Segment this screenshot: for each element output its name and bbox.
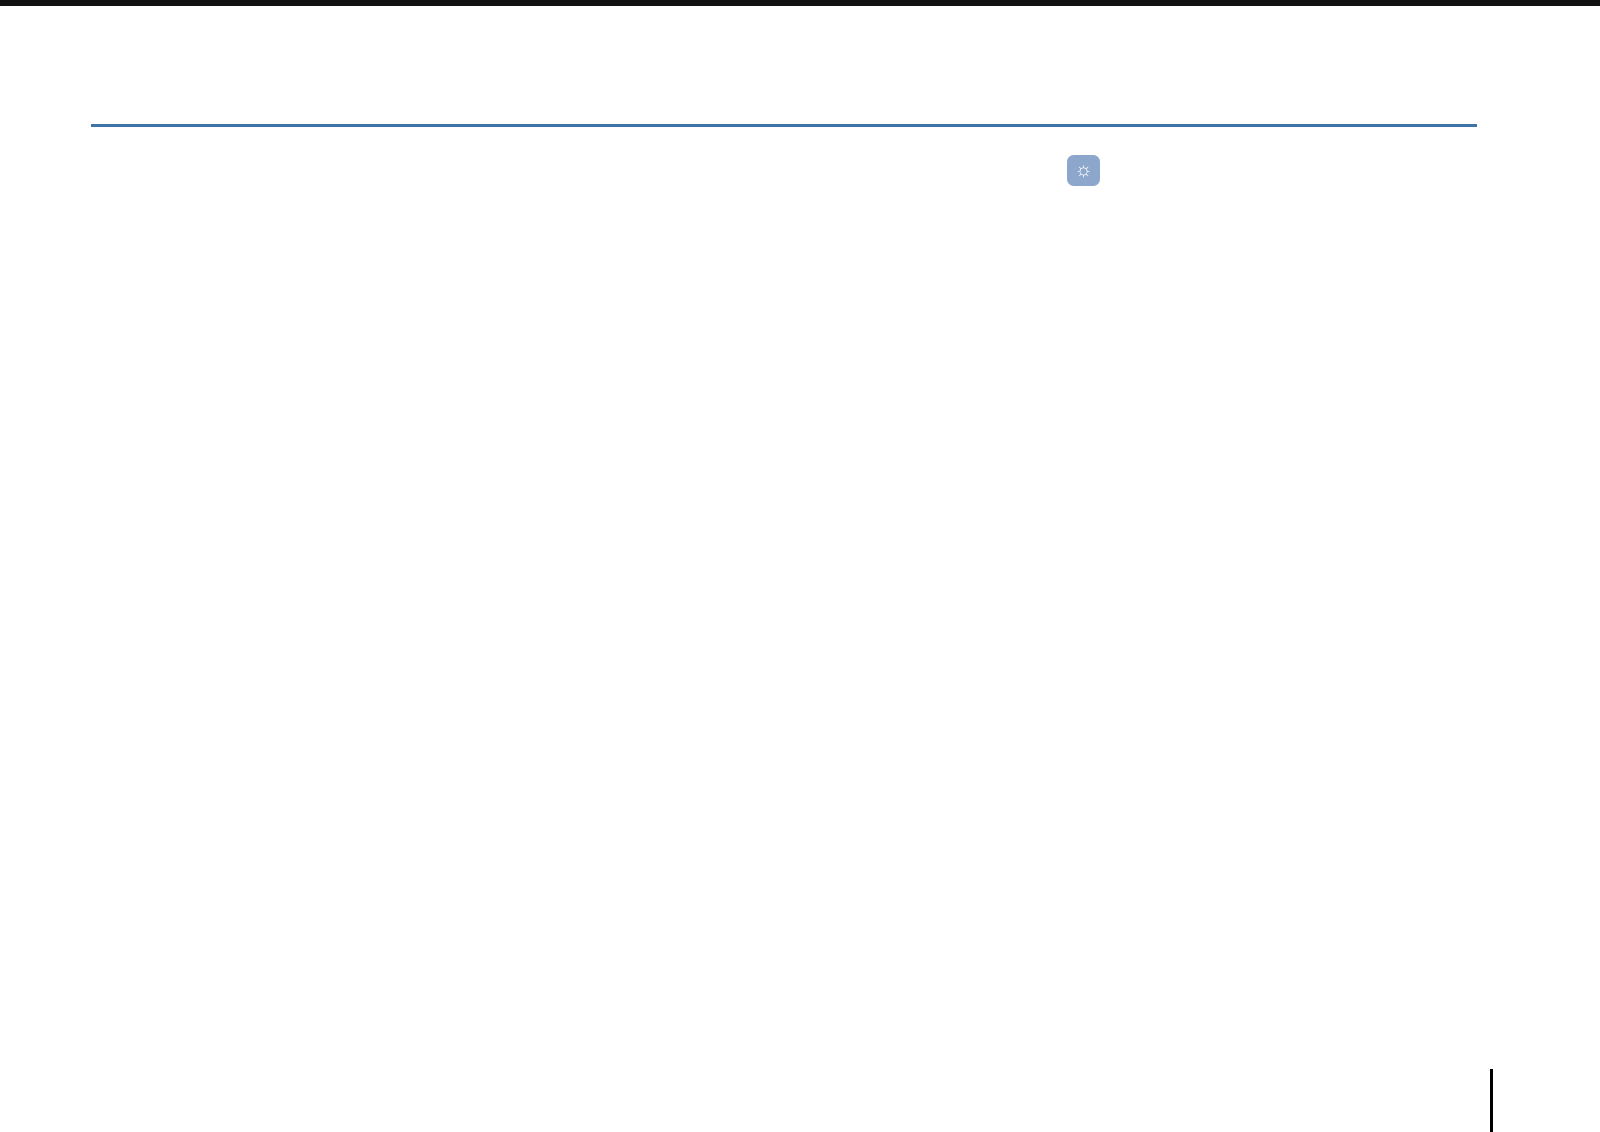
- lightbulb-icon: ☼: [1067, 155, 1100, 186]
- tip-block: [1069, 155, 1483, 197]
- scan-edge: [0, 0, 1600, 6]
- footer-divider: [1490, 1069, 1493, 1132]
- description-column-right: [1069, 139, 1483, 197]
- title-rule: [91, 124, 1477, 127]
